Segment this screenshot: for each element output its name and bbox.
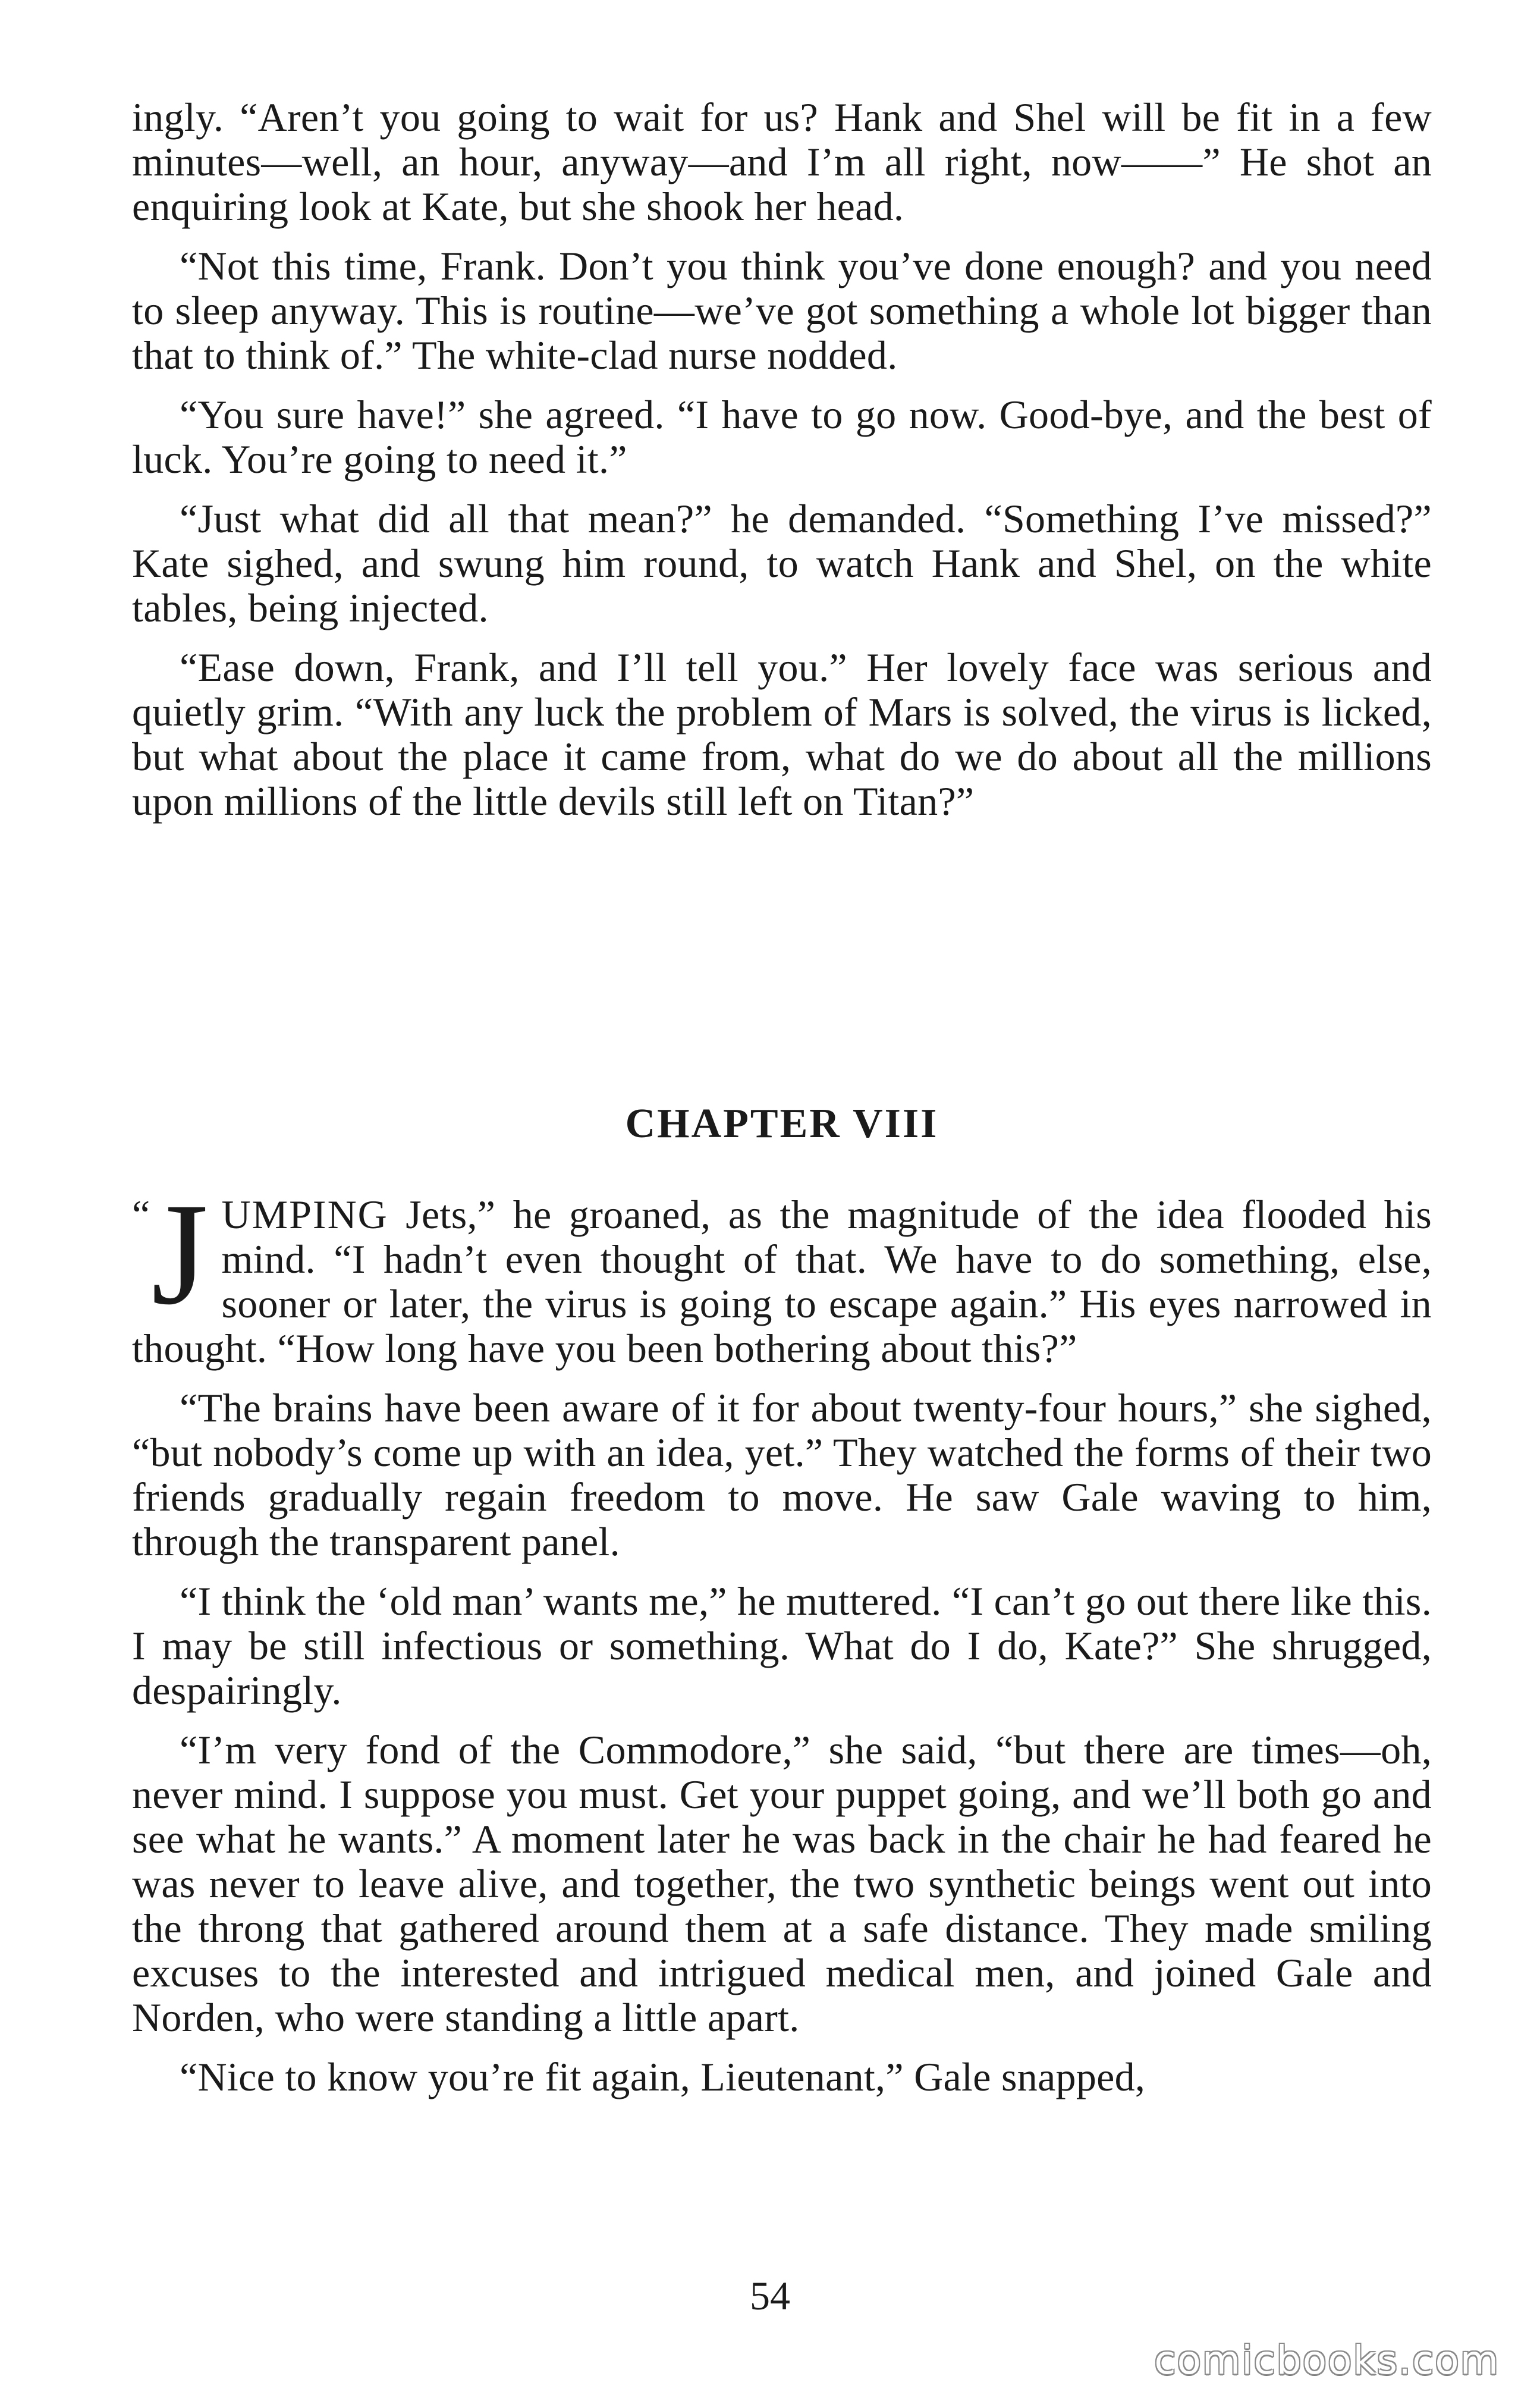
paragraph-4: “Just what did all that mean?” he demanded. “Something I’ve missed?” Kate sighed, and swung him round, to watch Hank and Shel, on the white tables, being injected.	[132, 496, 1432, 630]
watermark-text: comicbooks.com	[1154, 2337, 1500, 2383]
chapter-paragraph-3: “I think the ‘old man’ wants me,” he muttered. “I can’t go out there like this. I may be still infectious or something. What do I do, Kate?” She shrugged, despairingly.	[132, 1578, 1432, 1713]
chapter-paragraph-4: “I’m very fond of the Commodore,” she said, “but there are times—oh, never mind. I suppose you must. Get your puppet going, and we’ll both go and see what he wants.” A moment later he was back in the chair he had feared he was never to leave alive, and together, the two synthetic beings went out into the throng that gathered around them at a safe distance. They made smiling excuses to the interested and intrigued medical men, and joined Gale and Norden, who were standing a little apart.	[132, 1727, 1432, 2040]
chapter-opening-paragraph	[132, 1173, 1432, 1371]
opening-smallcaps-word: UMPING	[221, 1192, 388, 1237]
chapter-heading: CHAPTER VIII	[625, 1101, 939, 1147]
chapter-paragraph-5: “Nice to know you’re fit again, Lieutenant,” Gale snapped,	[180, 2054, 1146, 2099]
paragraph-1: ingly. “Aren’t you going to wait for us? Hank and Shel will be fit in a few minutes—well, an hour, anyway—and I’m all right, now——” He shot an enquiring look at Kate, but she shook her head.	[132, 95, 1432, 229]
chapter-body	[132, 1173, 1432, 2114]
paragraph-5: “Ease down, Frank, and I’ll tell you.” Her lovely face was serious and quietly grim. “With any luck the problem of Mars is solved, the virus is licked, but what about the place it came from, what do we do about all the millions upon millions of the little devils still left on Titan?”	[132, 645, 1432, 824]
page-number: 54	[750, 2273, 790, 2318]
opening-paragraph-text: Jets,” he groaned, as the magnitude of the idea flooded his mind. “I hadn’t even thought of that. We have to do something, else, sooner or later, the virus is going to escape again.” His eyes narrowed in thought. “How long have you been bothering about this?”	[132, 1192, 1432, 1371]
opening-quote-mark: “	[132, 1192, 150, 1237]
paragraph-3: “You sure have!” she agreed. “I have to go now. Good-bye, and the best of luck. You’re going to need it.”	[132, 392, 1432, 482]
page-text-top	[132, 95, 1432, 839]
chapter-paragraph-2: “The brains have been aware of it for about twenty-four hours,” she sighed, “but nobody’s come up with an idea, yet.” They watched the forms of their two friends gradually regain freedom to move. He saw Gale waving to him, through the transparent panel.	[132, 1385, 1432, 1564]
paragraph-2: “Not this time, Frank. Don’t you think you’ve done enough? and you need to sleep anyway. This is routine—we’ve got something a whole lot bigger than that to think of.” The white-clad nurse nodded.	[132, 243, 1432, 378]
drop-cap-letter: J	[151, 1173, 209, 1335]
